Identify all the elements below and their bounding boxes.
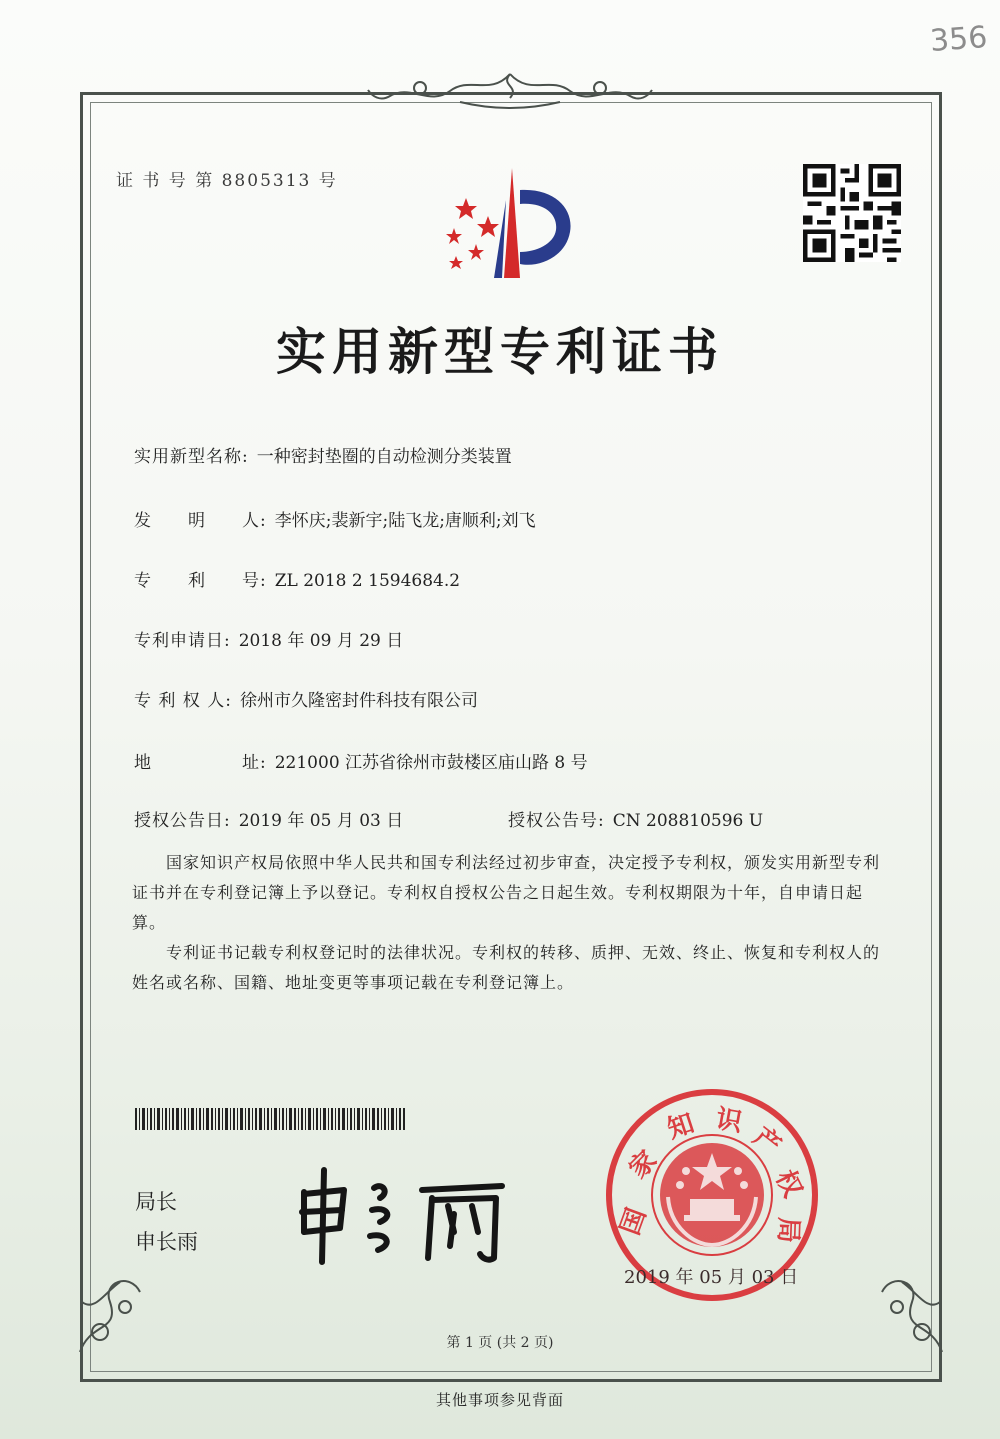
field-value: 221000 江苏省徐州市鼓楼区庙山路 8 号 [274, 753, 588, 773]
field-value: ZL 2018 2 1594684.2 [274, 571, 461, 591]
field-utility-model-name [134, 442, 512, 467]
top-ornament-icon [360, 66, 660, 116]
field-patent-number [134, 566, 460, 591]
field-value: 李怀庆;裴新宇;陆飞龙;唐顺利;刘飞 [274, 511, 536, 531]
field-value: 一种密封垫圈的自动检测分类装置 [256, 447, 512, 467]
field-label: 专 利 号: [134, 571, 267, 591]
barcode-icon [135, 1108, 405, 1130]
svg-text:家: 家 [623, 1145, 664, 1185]
signer-name: 申长雨 [135, 1230, 198, 1254]
handwritten-signature-icon [282, 1162, 522, 1272]
field-label: 授权公告号: [508, 811, 605, 831]
svg-text:国: 国 [615, 1204, 653, 1239]
field-inventors [134, 506, 536, 531]
field-value: 徐州市久隆密封件科技有限公司 [239, 691, 478, 711]
footer-note: 其他事项参见背面 [435, 1391, 564, 1409]
svg-text:知: 知 [663, 1108, 698, 1145]
field-label: 地 址: [134, 753, 267, 773]
legal-status-paragraph: 专利证书记载专利权登记时的法律状况。专利权的转移、质押、无效、终止、恢复和专利权人的姓名或名称、国籍、地址变更等事项记载在专利登记簿上。 [132, 943, 881, 992]
grant-statement-paragraph: 国家知识产权局依照中华人民共和国专利法经过初步审查，决定授予专利权，颁发实用新型专利证书并在专利登记簿上予以登记。专利权自授权公告之日起生效。专利权期限为十年，自申请日起算。 [132, 853, 881, 932]
field-address [134, 748, 588, 773]
field-value: 2019 年 05 月 03 日 [238, 811, 404, 831]
field-grant-number [508, 806, 763, 831]
field-label: 专 利 权 人: [134, 691, 232, 711]
field-label: 授权公告日: [134, 811, 231, 831]
field-grant-date [134, 806, 403, 831]
seal-date: 2019 年 05 月 03 日 [624, 1267, 799, 1288]
field-label: 实用新型名称: [134, 447, 249, 467]
field-label: 发 明 人: [134, 511, 267, 531]
svg-text:局: 局 [772, 1216, 804, 1244]
qr-code-icon [803, 164, 901, 262]
field-label: 专利申请日: [134, 631, 231, 651]
svg-text:权: 权 [769, 1165, 808, 1203]
svg-text:识: 识 [713, 1104, 745, 1139]
cnipa-logo-icon [436, 160, 586, 288]
page-number: 第 1 页 (共 2 页) [446, 1335, 554, 1351]
pencil-note: 356 [928, 20, 989, 59]
svg-text:产: 产 [747, 1121, 787, 1162]
signer-title: 局长 [135, 1190, 177, 1214]
field-patentee [134, 686, 478, 711]
field-application-date [134, 626, 403, 651]
field-value: CN 208810596 U [612, 811, 764, 831]
field-value: 2018 年 09 月 29 日 [238, 631, 404, 651]
certificate-number: 证 书 号 第 8805313 号 [116, 171, 338, 191]
certificate-title: 实用新型专利证书 [276, 323, 724, 381]
